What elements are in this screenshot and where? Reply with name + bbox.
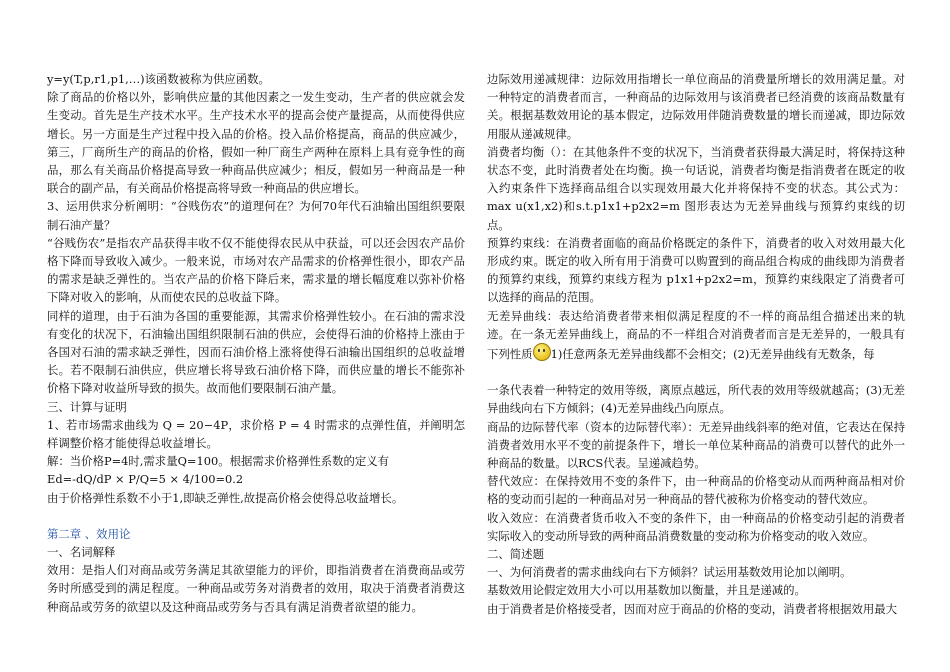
smiley-icon xyxy=(533,343,551,361)
indifference-properties-cont: 一条代表着一种特定的效用等级，离原点越远，所代表的效用等级就越高；(3)无差异曲线向右下方倾斜；(4)无差异曲线凸向原点。 xyxy=(487,383,905,416)
left-column xyxy=(47,70,465,616)
question-1-calc: 1、若市场需求曲线为 Q = 20−4P，求价格 P = 4 时需求的点弹性值，并阐明怎样调整价格才能使得总收益增长。 xyxy=(47,417,465,451)
conclusion-line: 由于价格弹性系数不小于1,即缺乏弹性,故提高价格会使得总收益增长。 xyxy=(47,490,404,505)
indifference-properties-text: 1)任意两条无差异曲线都不会相交；(2)无差异曲线有无数条，每 xyxy=(550,347,875,362)
section-heading-calc: 三、计算与证明 xyxy=(47,399,127,414)
income-effect-paragraph: 收入效应：在消费者货币收入不变的条件下，由一种商品的价格变动引起的消费者实际收入的变动所导致的两种商品消费数量的变动称为价格变动的收入效应。 xyxy=(487,510,905,543)
question-3: 3、运用供求分析阐明：“谷贱伤农”的道理何在？为何70年代石油输出国组织要限制石油产量？ xyxy=(47,199,465,232)
section-heading-terms: 一、名词解释 xyxy=(47,545,116,560)
cardinal-utility-line: 基数效用论假定效用大小可以用基数加以衡量，并且是递减的。 xyxy=(487,583,806,598)
question-demand-curve: 一、为何消费者的需求曲线向右下方倾斜？试运用基数效用论加以阐明。 xyxy=(487,565,852,580)
price-taker-line: 由于消费者是价格接受者，因而对应于商品的价格的变动，消费者将根据效用最大 xyxy=(487,601,898,616)
indifference-curve-text: 无差异曲线：表达给消费者带来相似满足程度的不一样的商品组合描述出来的轨迹。在一条无差异曲线上，商品的不一样组合对消费者而言是无差异的，一般具有下列性质 xyxy=(487,308,905,362)
solution-line: 解：当价格P=4时,需求量Q=100。根据需求价格弹性系数的定义有 xyxy=(47,454,390,469)
grain-paragraph: “谷贱伤农”是指农产品获得丰收不仅不能使得农民从中获益，可以还会因农产品价格下降而导致收入减少。一般来说，市场对农产品需求的价格弹性很小，即农产品的需求是缺乏弹性的。当农产品的价格下降后来，需求量的增长幅度难以弥补价格下降对收入的影响，从而使农民的总收益下降。 xyxy=(47,235,465,305)
diminishing-mu-paragraph: 边际效用递减规律：边际效用指增长一单位商品的消费量所增长的效用满足量。对一种特定的消费者而言，一种商品的边际效用与该消费者已经消费的该商品数量有关。根据基数效用论的基本假定，边际效用伴随消费数量的增长而递减，即边际效用服从递减规律。 xyxy=(487,72,905,141)
oil-paragraph: 同样的道理，由于石油为各国的重要能源，其需求价格弹性较小。在石油的需求没有变化的状况下，石油输出国组织限制石油的供应，会使得石油的价格持上涨由于各国对石油的需求缺乏弹性，因而石油价格上涨将使得石油输出国组织的总收益增长。若不限制石油供应，供应增长将导致石油价格下降，而供应量的增长不能弥补价格下降对收益所导致的损失。故而他们要限制石油产量。 xyxy=(47,308,465,396)
supply-function-line: y=y(T,p,r1,p1,…)该函数被称为供应函数。 xyxy=(47,72,270,86)
mrs-paragraph: 商品的边际替代率（资本的边际替代率）：无差异曲线斜率的绝对值，它表达在保持消费者效用水平不变的前提条件下，增长一单位某种商品的消费可以替代的此外一种商品的数量。以RCS代表。呈递减趋势。 xyxy=(487,419,905,471)
right-column xyxy=(487,70,905,618)
budget-line-paragraph: 预算约束线：在消费者面临的商品价格既定的条件下，消费者的收入对效用最大化形成约束。既定的收入所有用于消费可以购置到的商品组合构成的曲线即为消费者的预算约束线，预算约束线方程为 p1x1+p2x2=m，预算约束线限定了消费者可以选择的商品的范围。 xyxy=(487,235,905,305)
supply-factors-paragraph: 除了商品的价格以外，影响供应量的其他因素之一发生变动，生产者的供应就会发生变动。首先是生产技术水平。生产技术水平的提高会使产量提高，从而使得供应增长。另一方面是生产过程中投入品的价格。投入品价格提高，商品的供应减少，第三，厂商所生产的商品的价格，假如一种厂商生产两种在原料上具有竞争性的商品，那么有关商品价格提高导致一种商品供应减少；相反，假如另一种商品是一种联合的副产品，有关商品价格提高将导致一种商品的供应增长。 xyxy=(47,90,465,196)
indifference-curve-paragraph xyxy=(487,307,905,364)
elasticity-formula: Ed=-dQ/dP × P/Q=5 × 4/100=0.2 xyxy=(47,472,244,487)
utility-definition: 效用：是指人们对商品或劳务满足其欲望能力的评价，即指消费者在消费商品或劳务时所感受到的满足程度。一种商品或劳务对消费者的效用，取决于消费者消费这种商品或劳务的欲望以及这种商品或劳务与否具有满足消费者欲望的能力。 xyxy=(47,563,465,614)
chapter-heading: 第二章 、效用论 xyxy=(47,526,131,541)
consumer-equilibrium-paragraph: 消费者均衡（）：在其他条件不变的状况下，当消费者获得最大满足时，将保持这种状态不变，此时消费者处在均衡。换一句话说，消费者均衡是指消费者在既定的收入约束条件下选择商品组合以实现效用最大化并将保持不变的状态。其公式为： max u(x1,x2)和s.t.p1x1+p2x2=m 图形表达为无差异曲线与预算约束线的切点。 xyxy=(487,144,905,232)
section-heading-short: 二、简述题 xyxy=(487,547,544,562)
substitution-effect-paragraph: 替代效应：在保持效用不变的条件下，由一种商品的价格变动从而两种商品相对价格的变动而引起的一种商品对另一种商品的替代被称为价格变动的替代效应。 xyxy=(487,474,905,507)
